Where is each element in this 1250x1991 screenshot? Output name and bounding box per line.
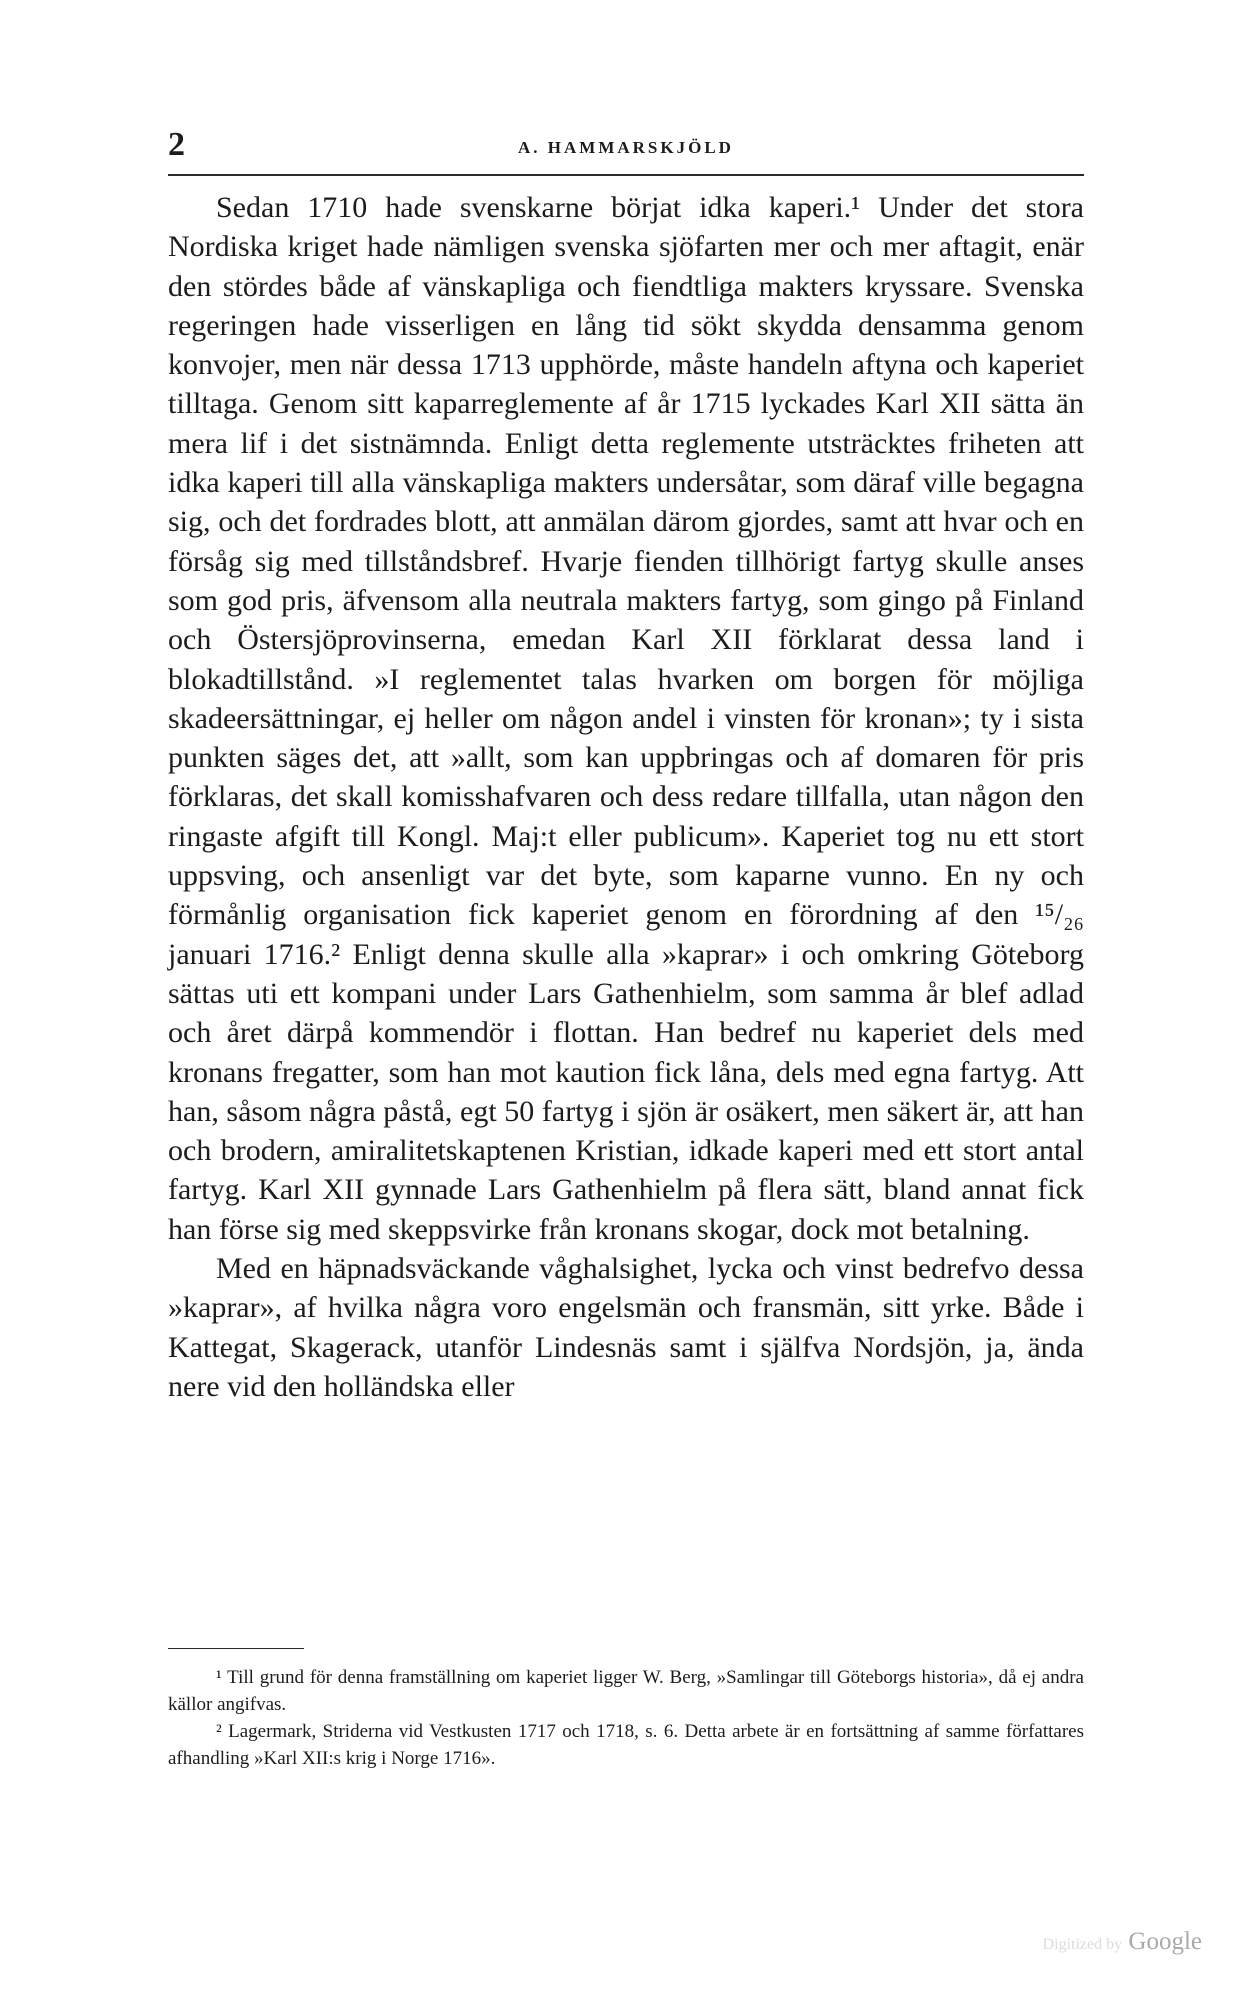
google-logo-text: Google bbox=[1128, 1928, 1202, 1955]
footnotes bbox=[168, 1664, 1084, 1772]
footnote: ² Lagermark, Striderna vid Vestkusten 1717 och 1718, s. 6. Detta arbete är en fortsättning af samme författares afhandling »Karl XII:s krig i Norge 1716». bbox=[168, 1721, 1084, 1769]
digitized-by-text: Digitized by bbox=[1042, 1936, 1123, 1953]
page-header bbox=[168, 126, 1084, 176]
paragraph: Med en häpnadsväckande våghalsighet, lycka och vinst bedrefvo dessa »kaprar», af hvilka några voro engelsmän och fransmän, sitt yrke. Både i Kattegat, Skagerack, utanför Lindesnäs samt i själfva Nordsjön, ja, ända nere vid den holländska eller bbox=[168, 1252, 1084, 1403]
running-head: A. HAMMARSKJÖLD bbox=[518, 138, 734, 157]
page-number: 2 bbox=[168, 126, 185, 163]
footnote: ¹ Till grund för denna framställning om kaperiet ligger W. Berg, »Samlingar till Göteborgs historia», då ej andra källor angifvas. bbox=[168, 1667, 1084, 1715]
footnote-divider bbox=[168, 1648, 304, 1649]
google-watermark bbox=[1043, 1928, 1202, 1956]
paragraph: Sedan 1710 hade svenskarne börjat idka kaperi.¹ Under det stora Nordiska kriget hade nämligen svenska sjöfarten mer och mer aftagit, enär den stördes både af vänskapliga och fiendtliga makters kryssare. Svenska regeringen hade visserligen en lång tid sökt skydda densamma genom konvojer, men när dessa 1713 upphörde, måste handeln aftyna och kaperiet tilltaga. Genom sitt kaparreglemente af år 1715 lyckades Karl XII sätta än mera lif i det sistnämnda. Enligt detta reglemente utsträcktes friheten att idka kaperi till alla vänskapliga makters undersåtar, som däraf ville begagna sig, och det fordrades blott, att anmälan därom gjordes, samt att hvar och en försåg sig med tillståndsbref. Hvarje fienden tillhörigt fartyg skulle anses som god pris, äfvensom alla neutrala makters fartyg, som gingo på Finland och Östersjöprovinserna, emedan Karl XII förklarat dessa land i blokadtillstånd. »I reglementet talas hvarken om borgen för möjliga skadeersättningar, ej heller om någon andel i vinsten för kronan»; ty i sista punkten säges det, att »allt, som kan uppbringas och af domaren för pris förklaras, det skall komisshafvaren och dess redare tillfalla, utan någon den ringaste afgift till Kongl. Maj:t eller publicum». Kaperiet tog nu ett stort uppsving, och ansenligt var det byte, som kaparne vunno. En ny och förmånlig organisation fick kaperiet genom en förordning af den ¹⁵/₂₆ januari 1716.² Enligt denna skulle alla »kaprar» i och omkring Göteborg sättas uti ett kompani under Lars Gathenhielm, som samma år blef adlad och året därpå kommendör i flottan. Han bedref nu kaperiet dels med kronans fregatter, som han mot kaution fick låna, dels med egna fartyg. Att han, såsom några påstå, egt 50 fartyg i sjön är osäkert, men säkert är, att han och brodern, amiralitetskaptenen Kristian, idkade kaperi med ett stort antal fartyg. Karl XII gynnade Lars Gathenhielm på flera sätt, bland annat fick han förse sig med skeppsvirke från kronans skogar, dock mot betalning. bbox=[168, 191, 1084, 1246]
body-text bbox=[168, 188, 1084, 1406]
